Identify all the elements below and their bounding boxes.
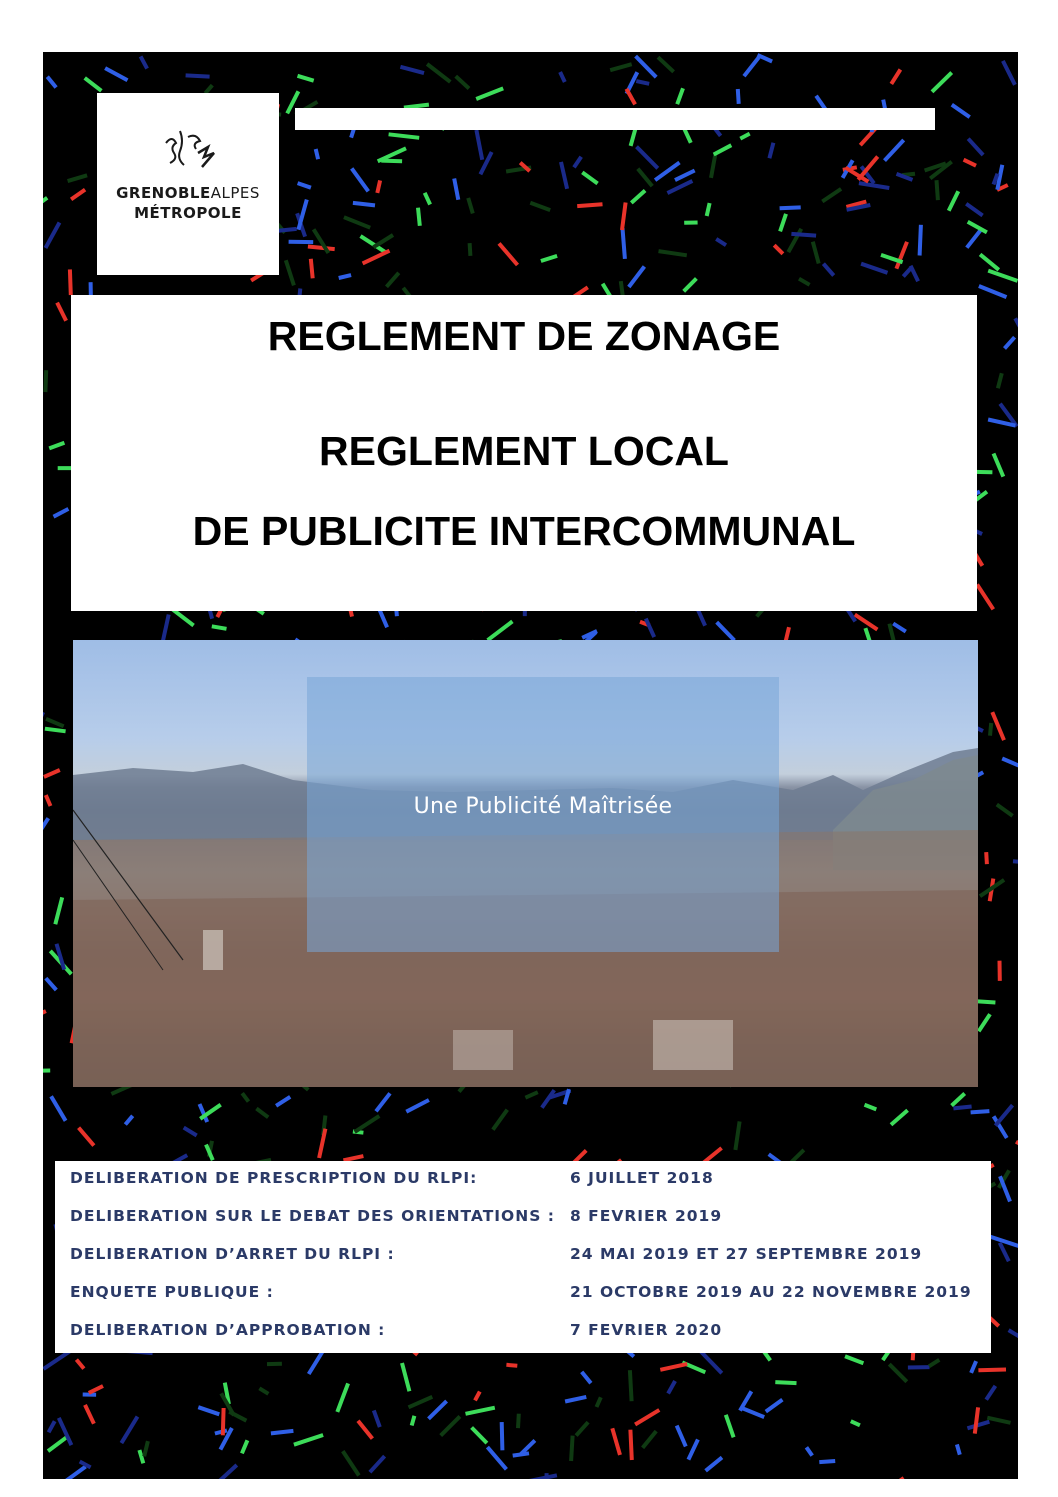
confetti-dash [44,1351,71,1369]
confetti-dash [1015,318,1018,328]
confetti-dash [896,242,907,269]
confetti-dash [80,1462,91,1468]
confetti-dash [630,1430,631,1460]
confetti-dash [499,243,518,265]
confetti-dash [819,1461,835,1462]
confetti-dash [43,818,48,830]
deliberation-date: 6 JUILLET 2018 [570,1169,714,1187]
confetti-dash [1003,61,1015,85]
confetti-dash [980,254,999,269]
cover-page [43,52,1018,1479]
confetti-dash [707,203,710,216]
confetti-dash [46,795,51,806]
deliberation-label: ENQUETE PUBLIQUE : [70,1283,274,1301]
confetti-dash [105,68,127,80]
confetti-dash [571,1436,573,1461]
confetti-dash [47,77,56,88]
confetti-dash [476,88,503,99]
confetti-dash [429,1401,447,1419]
confetti-dash [298,76,314,81]
confetti-dash [560,72,565,82]
deliberation-date: 21 OCTOBRE 2019 AU 22 NOVEMBRE 2019 [570,1283,972,1301]
confetti-dash [184,1128,197,1136]
confetti-dash [542,1090,554,1108]
confetti-dash [454,179,458,200]
confetti-dash [271,1431,294,1434]
confetti-dash [706,1457,722,1470]
deliberation-row [55,1161,991,1199]
confetti-dash [920,225,921,256]
confetti-dash [623,228,625,259]
confetti-dash [786,627,789,641]
confetti-dash [742,1408,765,1417]
confetti-dash [655,163,679,181]
confetti-dash [994,454,1004,477]
confetti-dash [668,1381,675,1394]
confetti-dash [343,1451,359,1475]
confetti-dash [643,1431,657,1448]
confetti-dash [677,1426,686,1447]
confetti-dash [968,222,987,233]
confetti-dash [402,1363,409,1391]
confetti-dash [677,88,683,104]
confetti-dash [978,1370,1006,1371]
confetti-dash [964,160,976,166]
confetti-dash [576,1422,588,1435]
confetti-dash [806,1447,812,1455]
title-reglement-local: REGLEMENT LOCAL [319,428,729,474]
confetti-dash [259,1388,268,1394]
confetti-dash [865,1105,877,1110]
confetti-dash [46,978,57,990]
confetti-dash [711,153,716,178]
confetti-dash [977,585,993,610]
confetti-dash [582,1372,591,1383]
confetti-dash [472,1428,487,1444]
confetti-dash [577,204,602,206]
confetti-dash [441,1416,460,1435]
confetti-dash [276,1097,290,1106]
confetti-dash [861,264,887,273]
confetti-dash [406,1100,429,1112]
title-reglement-zonage: REGLEMENT DE ZONAGE [267,313,781,359]
confetti-dash [889,1364,907,1382]
confetti-dash [992,712,1004,740]
confetti-dash [971,1361,976,1373]
confetti-dash [738,89,739,104]
confetti-dash [316,149,318,159]
confetti-dash [139,1450,143,1463]
confetti-dash [412,1416,415,1426]
confetti-dash [470,243,471,256]
confetti-dash [626,89,635,105]
confetti-dash [377,180,380,193]
confetti-dash [425,193,430,205]
confetti-dash [891,1110,908,1125]
confetti-dash [989,1236,1018,1246]
confetti-dash [144,1441,148,1456]
confetti-dash [456,76,469,88]
confetti-dash [952,1094,965,1106]
confetti-dash [660,1364,687,1370]
confetti-dash [186,75,210,76]
confetti-dash [766,1400,783,1412]
confetti-dash [85,78,102,91]
confetti-dash [740,134,749,139]
confetti-dash [76,1360,84,1369]
deliberation-label: DELIBERATION SUR LE DEBAT DES ORIENTATIONS : [70,1207,555,1225]
confetti-dash [409,1397,433,1408]
confetti-dash [635,1410,659,1425]
confetti-dash [714,145,732,154]
confetti-dash [311,259,313,279]
confetti-dash [823,264,833,276]
top-banner-bar [295,108,935,130]
logo-box [97,93,279,275]
grenoble-alpes-metropole-logo-icon [148,123,228,183]
confetti-dash [597,1397,601,1407]
confetti-dash [141,56,148,68]
confetti-dash [418,208,420,226]
confetti-dash [309,1350,324,1374]
city-panorama-photo [73,640,978,1087]
confetti-dash [891,70,900,84]
deliberation-row [55,1199,991,1237]
logo-text-grenoble: GRENOBLE [116,184,211,202]
confetti-dash [43,198,47,216]
confetti-dash [684,279,697,292]
confetti-dash [998,373,1002,388]
confetti-dash [89,1386,103,1393]
confetti-dash [256,1109,268,1118]
confetti-dash [612,1428,620,1455]
confetti-dash [646,619,654,638]
confetti-dash [294,1435,323,1445]
confetti-dash [506,1365,517,1366]
confetti-dash [389,134,420,138]
confetti-dash [343,1156,363,1160]
confetti-dash [780,214,786,232]
confetti-dash [468,198,473,214]
deliberation-row [55,1313,991,1351]
confetti-dash [879,1478,904,1479]
deliberation-date: 24 MAI 2019 ET 27 SEPTEMBRE 2019 [570,1245,923,1263]
confetti-dash [487,1447,506,1469]
confetti-dash [476,130,482,160]
confetti-dash [716,239,726,245]
confetti-dash [45,370,46,392]
confetti-dash [530,203,550,210]
confetti-dash [374,1410,380,1427]
confetti-dash [1009,1330,1018,1344]
confetti-dash [995,1105,1012,1125]
confetti-dash [44,770,60,777]
confetti-dash [85,1405,94,1424]
confetti-dash [952,105,970,117]
confetti-dash [885,140,904,161]
confetti-dash [735,1121,739,1150]
confetti-dash [979,286,1007,297]
confetti-dash [525,1092,537,1098]
confetti-dash [637,147,658,169]
confetti-dash [54,509,69,517]
confetti-dash [726,1415,734,1438]
confetti-dash [45,729,66,732]
confetti-dash [675,171,695,181]
confetti-dash [937,180,938,200]
confetti-dash [46,719,64,727]
title-publicite-intercommunal: DE PUBLICITE INTERCOMMUNAL [192,508,856,554]
confetti-dash [363,251,390,264]
confetti-dash [63,1467,85,1479]
logo-text-line1 [116,183,260,203]
confetti-dash [339,275,351,278]
confetti-dash [49,443,64,449]
confetti-dash [957,1444,960,1454]
confetti-dash [851,1421,860,1425]
deliberation-date: 7 FEVRIER 2020 [570,1321,723,1339]
confetti-dash [966,204,982,216]
confetti-dash [967,230,981,248]
confetti-dash [358,1421,372,1439]
confetti-dash [337,1383,348,1412]
confetti-dash [988,271,1017,281]
confetti-dash [298,183,311,188]
confetti-dash [427,64,450,82]
confetti-dash [513,1453,529,1455]
deliberation-date: 8 FEVRIER 2019 [570,1207,723,1225]
confetti-dash [636,56,657,77]
confetti-dash [1000,1243,1009,1261]
confetti-dash [353,203,375,206]
confetti-dash [697,609,705,626]
confetti-dash [630,1370,632,1401]
confetti-dash [57,303,66,321]
confetti-dash [717,622,735,640]
confetti-dash [859,183,889,188]
confetti-dash [659,251,687,255]
confetti-dash [79,1128,94,1146]
confetti-dash [488,621,513,640]
deliberations-table [55,1161,991,1353]
confetti-dash [622,203,626,231]
confetti-dash [658,57,674,72]
confetti-dash [381,161,402,162]
confetti-dash [667,181,692,193]
deliberation-label: DELIBERATION D’ARRET DU RLPI : [70,1245,395,1263]
confetti-dash [475,1392,480,1401]
confetti-dash [376,1093,390,1111]
confetti-dash [582,172,597,183]
confetti-dash [997,805,1013,816]
confetti-dash [744,57,759,76]
confetti-dash [791,234,816,236]
confetti-dash [845,1356,863,1363]
confetti-dash [55,897,62,924]
confetti-dash [565,1397,586,1402]
deliberation-label: DELIBERATION DE PRESCRIPTION DU RLPI: [70,1169,478,1187]
confetti-dash [466,1408,495,1414]
confetti-dash [68,175,88,181]
confetti-dash [308,247,335,250]
confetti-dash [216,1465,237,1479]
confetti-dash [971,1111,990,1112]
confetti-dash [71,190,85,200]
confetti-dash [121,1417,137,1444]
photo-caption: Une Publicité Maîtrisée [413,794,673,819]
confetti-dash [775,1382,796,1383]
confetti-dash [43,1011,46,1021]
confetti-dash [518,1414,519,1428]
deliberation-label: DELIBERATION D’APPROBATION : [70,1321,386,1339]
confetti-dash [70,269,71,295]
confetti-dash [986,1386,995,1400]
confetti-dash [636,81,649,84]
confetti-dash [987,1418,1010,1423]
confetti-dash [911,266,919,281]
confetti-dash [48,1436,69,1451]
confetti-dash [352,168,369,191]
confetti-dash [813,242,819,264]
confetti-dash [373,235,393,247]
confetti-dash [688,1440,698,1460]
confetti-dash [855,615,878,630]
confetti-dash [990,723,991,736]
confetti-dash [574,157,581,168]
confetti-dash [286,260,294,285]
confetti-dash [125,1116,132,1125]
confetti-dash [344,217,370,228]
confetti-dash [780,207,801,208]
confetti-dash [975,1407,978,1433]
confetti-dash [502,1422,503,1450]
confetti-dash [1013,861,1018,863]
confetti-dash [629,267,645,288]
confetti-dash [979,1014,990,1031]
logo-text-metropole: MÉTROPOLE [134,204,242,222]
confetti-dash [769,143,773,159]
confetti-dash [774,245,783,254]
confetti-dash [1002,759,1018,766]
deliberation-row [55,1275,991,1313]
confetti-dash [967,1422,989,1429]
confetti-dash [198,1407,219,1414]
confetti-dash [932,73,952,92]
confetti-dash [355,1116,380,1132]
confetti-dash [528,1475,557,1479]
confetti-dash [610,64,632,70]
confetti-dash [903,269,910,277]
confetti-dash [893,624,906,632]
confetti-dash [242,1093,248,1101]
confetti-dash [163,615,169,642]
confetti-dash [986,852,987,864]
confetti-dash [1016,1142,1018,1150]
confetti-dash [1005,337,1015,348]
confetti-dash [953,1107,971,1109]
confetti-dash [400,67,424,73]
confetti-dash [968,139,983,155]
confetti-dash [223,1408,224,1435]
confetti-dash [46,223,60,249]
confetti-dash [493,1110,507,1130]
confetti-dash [242,1440,248,1453]
confetti-dash [929,1360,939,1367]
confetti-dash [370,1456,385,1472]
confetti-dash [541,256,557,261]
confetti-dash [49,1421,55,1432]
confetti-dash [51,1096,66,1121]
confetti-dash [949,191,959,211]
confetti-dash [631,191,645,203]
title-box [71,295,977,611]
confetti-dash [212,626,227,629]
deliberation-row [55,1237,991,1275]
confetti-dash [387,273,399,287]
confetti-dash [638,169,652,186]
logo-text-alpes: ALPES [210,184,260,202]
confetti-dash [822,189,841,202]
confetti-dash [561,162,567,189]
confetti-dash [799,279,810,285]
